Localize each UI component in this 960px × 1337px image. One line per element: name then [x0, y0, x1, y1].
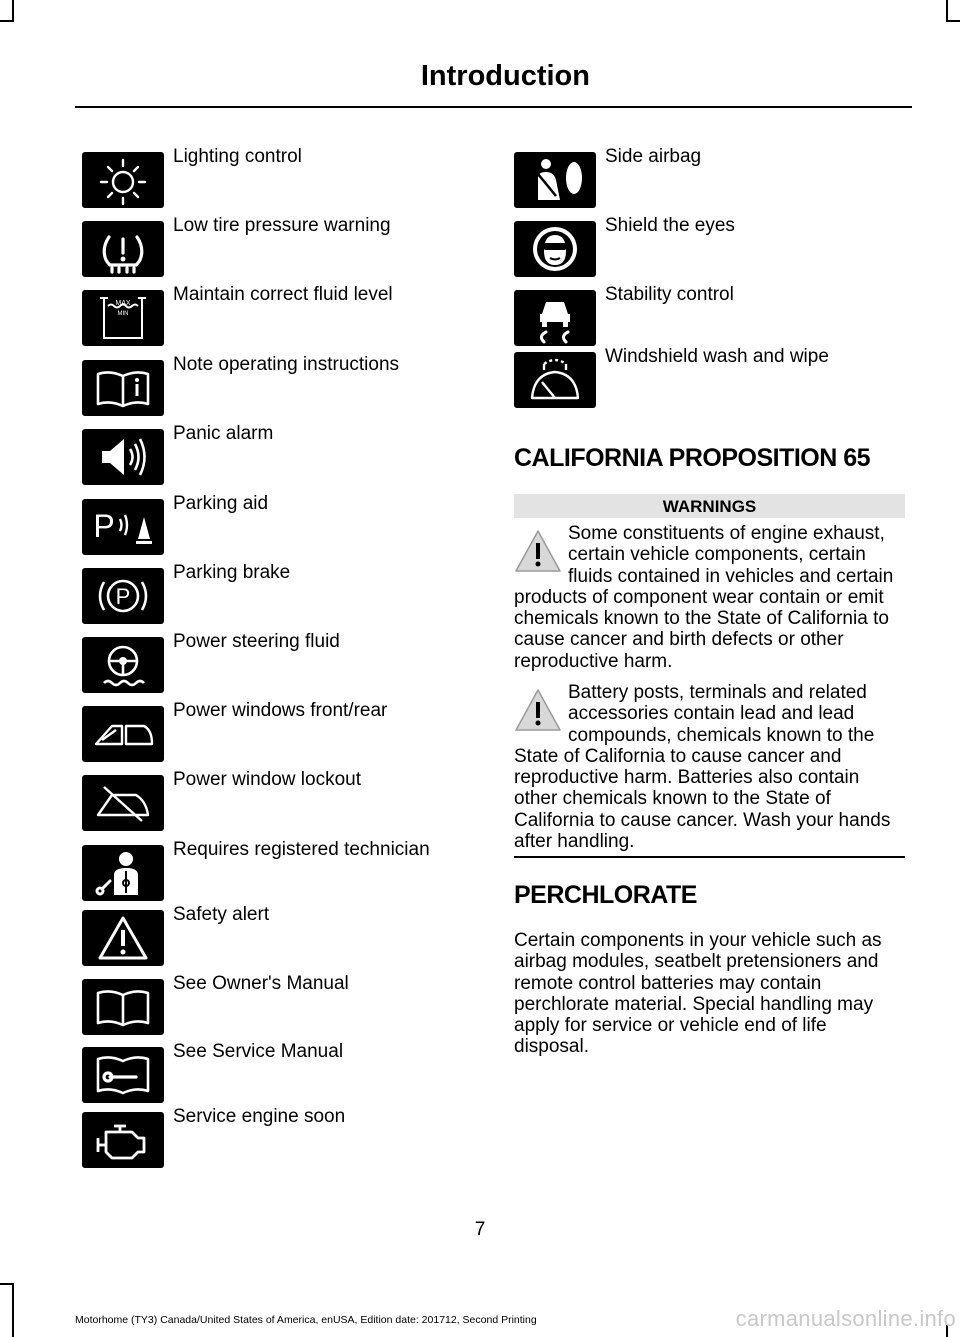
symbol-label: Parking brake — [173, 562, 291, 583]
side-airbag-icon — [514, 152, 596, 208]
warning-text: Battery posts, terminals and related accessories contain lead and lead compounds, chemicals known to the State of California to cause cancer and reproductive harm. Batteries also contain other chemicals known to the State of California to cause cancer. Wash your hands after handling. — [514, 682, 891, 853]
stability-control-icon — [514, 290, 596, 346]
symbol-row — [514, 284, 734, 346]
symbol-row — [82, 354, 400, 416]
fluid-level-icon — [82, 290, 164, 346]
symbol-row — [514, 146, 702, 208]
symbol-row — [82, 284, 393, 346]
symbol-label: See Owner's Manual — [173, 973, 349, 994]
perchlorate-body: Certain components in your vehicle such as airbag modules, seatbelt pretensioners and remote control batteries may contain perchlorate material. Special handling may apply for service or vehicle end of life disposal. — [514, 930, 882, 1058]
watermark: carmanualsonline.info — [735, 1306, 956, 1331]
warning-block — [514, 682, 906, 852]
warning-triangle-icon — [514, 686, 562, 734]
parking-brake-letter: P — [115, 584, 131, 609]
symbol-label: Lighting control — [173, 146, 302, 167]
symbol-row — [82, 215, 391, 277]
symbol-label: Power window lockout — [173, 769, 361, 790]
symbol-row — [82, 493, 269, 555]
crop-mark — [12, 1283, 14, 1337]
tire-pressure-icon — [82, 221, 164, 277]
panic-alarm-icon — [82, 429, 164, 485]
symbol-row — [514, 215, 735, 277]
windshield-wash-icon — [514, 352, 596, 408]
symbol-label: Low tire pressure warning — [173, 215, 391, 236]
page-number: 7 — [474, 1219, 486, 1240]
symbol-row — [82, 839, 430, 901]
symbol-label: Shield the eyes — [605, 215, 735, 236]
power-windows-icon — [82, 706, 164, 762]
symbol-row — [82, 904, 270, 966]
lighting-control-icon — [82, 152, 164, 208]
symbol-row — [82, 631, 340, 693]
warning-triangle-icon — [514, 527, 562, 575]
symbol-label: Safety alert — [173, 904, 270, 925]
symbol-label: Stability control — [605, 284, 734, 305]
parking-brake-icon — [82, 568, 164, 624]
parking-aid-icon — [82, 499, 164, 555]
crop-mark — [12, 0, 14, 22]
fluid-max-text: MAX — [115, 300, 131, 307]
symbol-label: Windshield wash and wipe — [605, 346, 829, 367]
service-manual-icon — [82, 1047, 164, 1103]
symbol-row — [82, 1106, 346, 1168]
technician-icon — [82, 845, 164, 901]
warning-block — [514, 523, 906, 672]
symbol-label: Maintain correct fluid level — [173, 284, 393, 305]
symbol-row — [82, 973, 349, 1035]
owners-manual-icon — [82, 979, 164, 1035]
shield-eyes-icon — [514, 221, 596, 277]
symbol-row — [82, 562, 291, 624]
symbol-label: Side airbag — [605, 146, 702, 167]
symbol-label: Power windows front/rear — [173, 700, 388, 721]
symbol-label: Power steering fluid — [173, 631, 340, 652]
symbol-label: Panic alarm — [173, 423, 274, 444]
symbol-label: Service engine soon — [173, 1106, 346, 1127]
symbol-label: See Service Manual — [173, 1041, 344, 1062]
safety-alert-icon — [82, 910, 164, 966]
header-rule — [75, 106, 912, 108]
prop65-heading: CALIFORNIA PROPOSITION 65 — [514, 444, 871, 472]
symbol-row — [82, 146, 302, 208]
edition-footer: Motorhome (TY3) Canada/United States of America, enUSA, Edition date: 201712, Second Printing — [75, 1314, 537, 1326]
window-lockout-icon — [82, 775, 164, 831]
page-title: Introduction — [420, 60, 590, 92]
fluid-min-text: MIN — [117, 311, 129, 317]
symbol-label: Note operating instructions — [173, 354, 400, 375]
perchlorate-heading: PERCHLORATE — [514, 881, 697, 909]
crop-mark — [946, 0, 948, 22]
symbol-row — [514, 346, 829, 408]
warning-text: Some constituents of engine exhaust, certain vehicle components, certain fluids contained in vehicles and certain products of component wear contain or emit chemicals known to the State of California to cause cancer and birth defects or other reproductive harm. — [514, 523, 894, 672]
operating-instructions-icon — [82, 360, 164, 416]
parking-aid-letter: P — [93, 508, 115, 544]
symbol-row — [82, 423, 274, 485]
warnings-end-rule — [514, 856, 905, 858]
crop-mark — [946, 20, 960, 22]
warnings-banner: WARNINGS — [514, 494, 905, 518]
symbol-row — [82, 769, 361, 831]
symbol-label: Parking aid — [173, 493, 269, 514]
crop-mark — [0, 20, 14, 22]
engine-icon — [82, 1112, 164, 1168]
power-steering-fluid-icon — [82, 637, 164, 693]
crop-mark — [0, 1283, 14, 1285]
symbol-row — [82, 700, 388, 762]
symbol-label: Requires registered technician — [173, 839, 430, 860]
symbol-row — [82, 1041, 344, 1103]
